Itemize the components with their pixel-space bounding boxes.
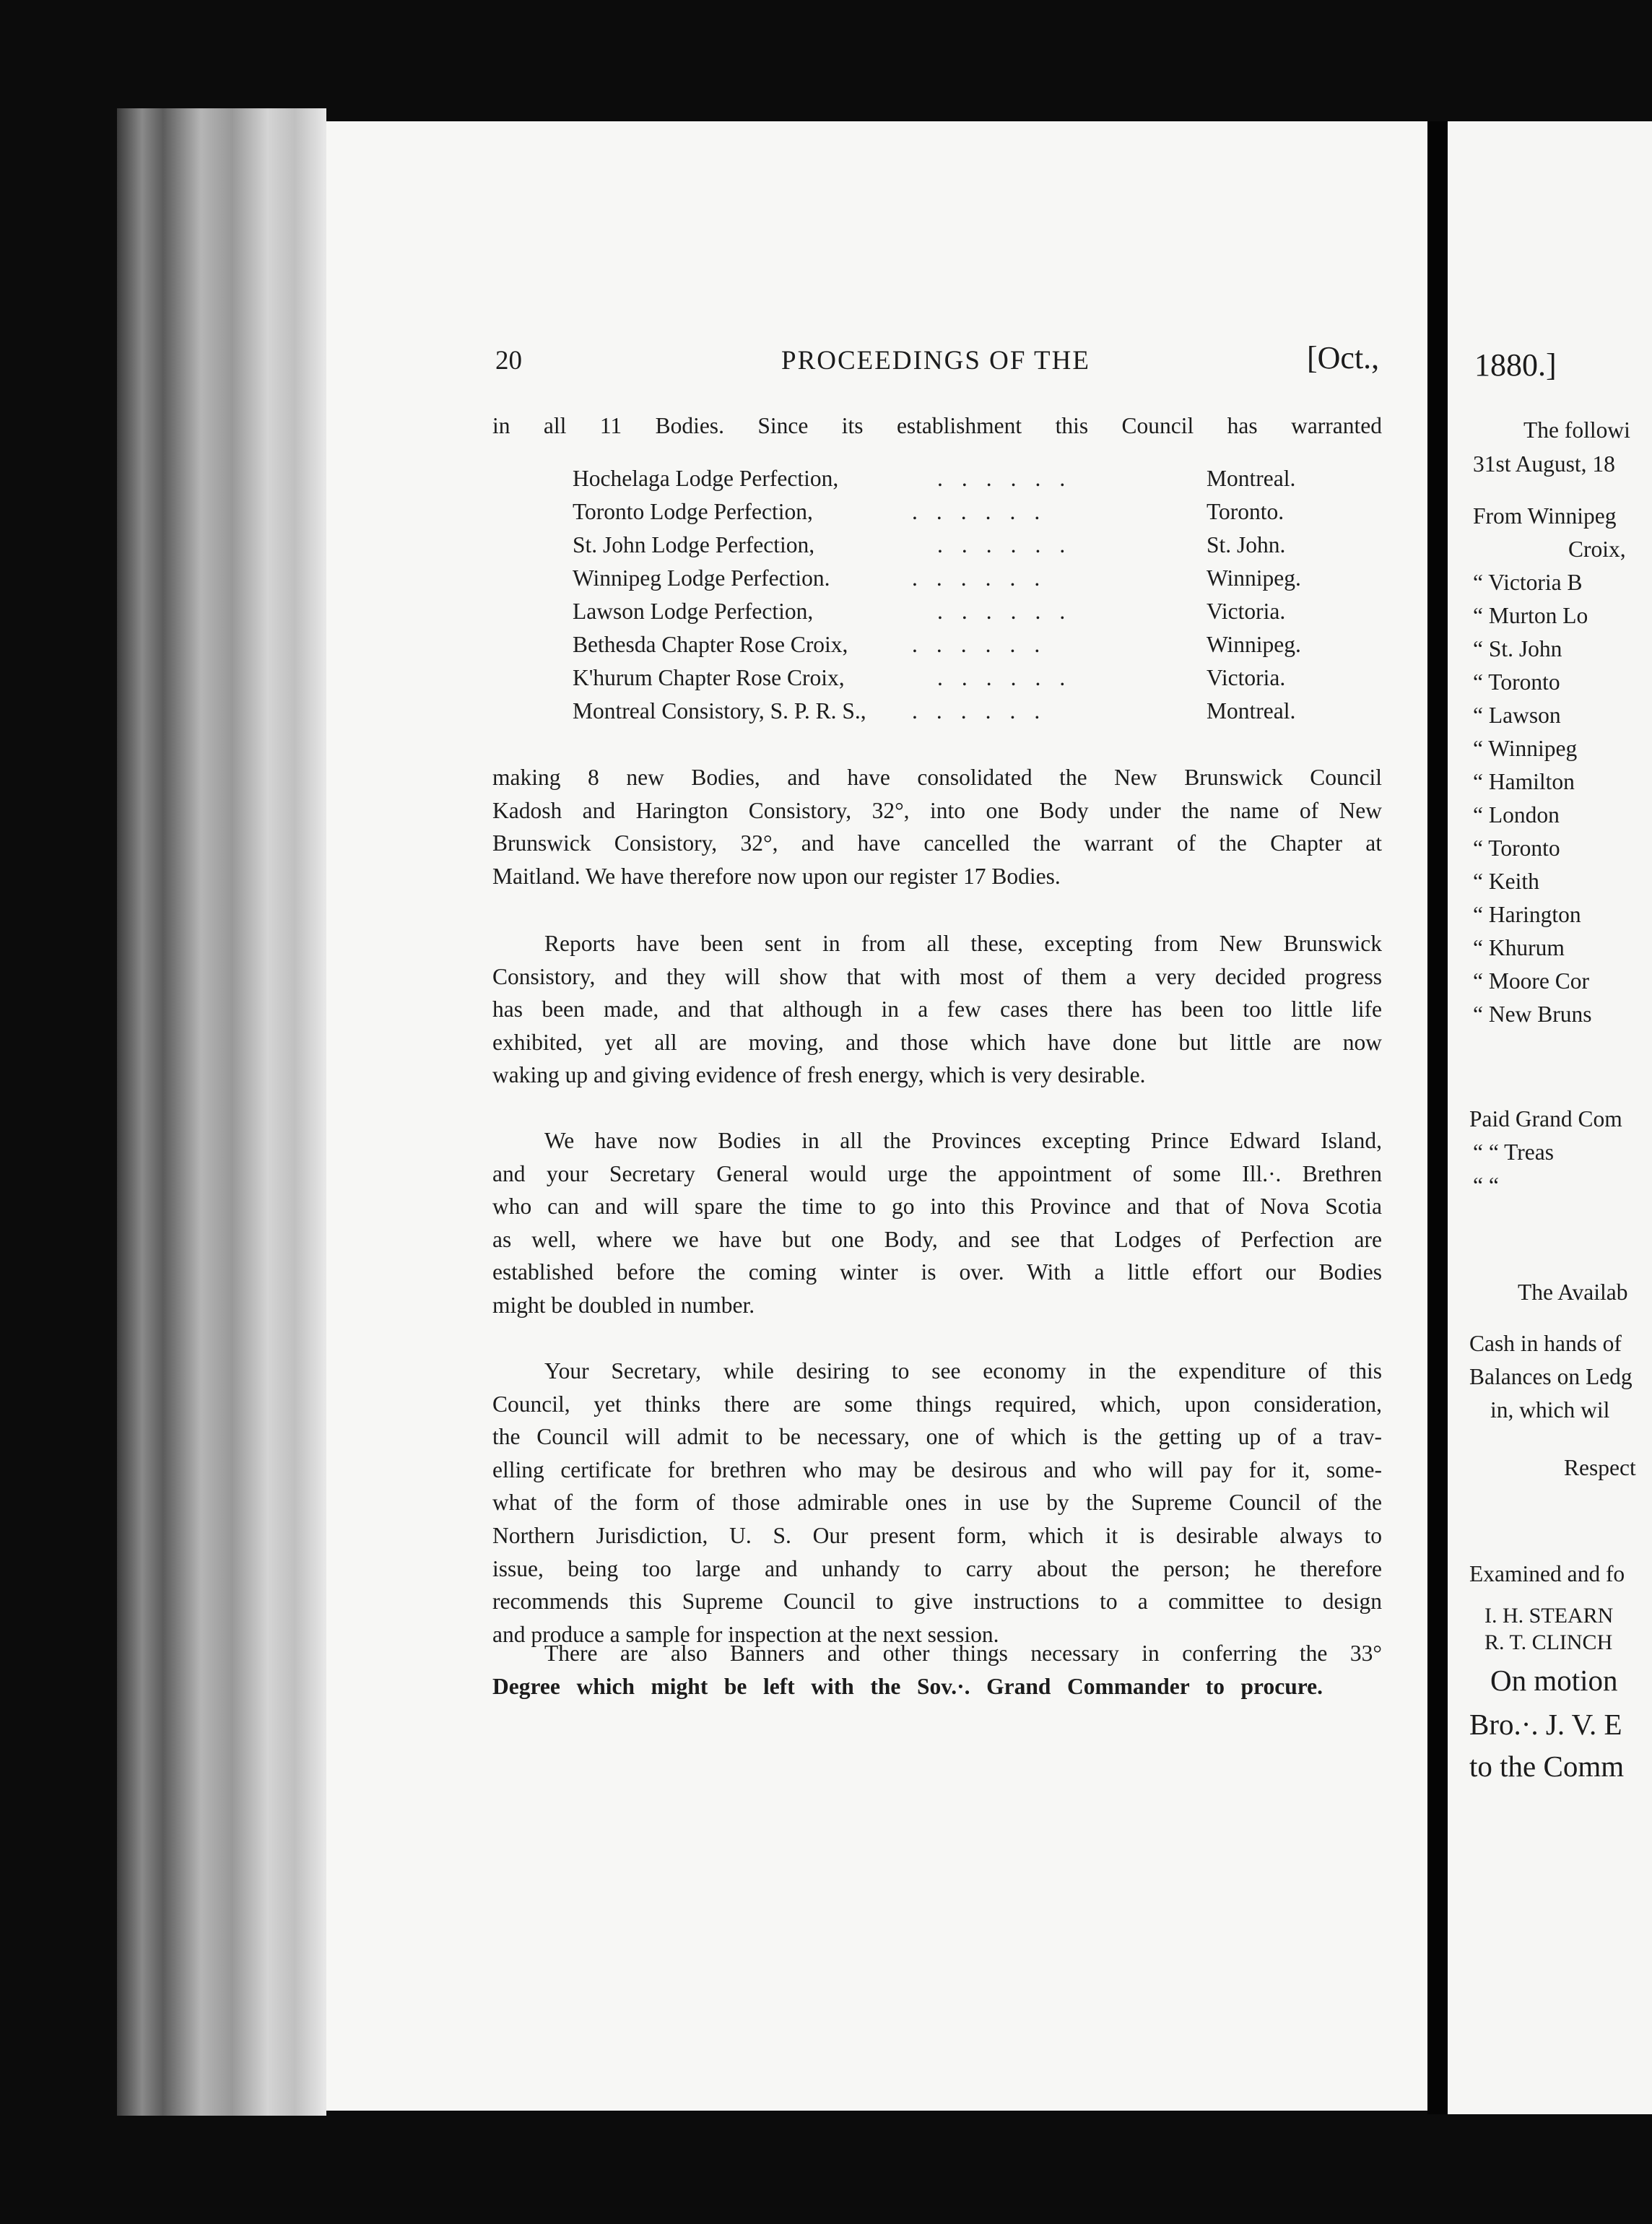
right-page-line: “ London — [1473, 802, 1560, 828]
right-page-line: On motion — [1490, 1664, 1618, 1697]
body-line: Brunswick Consistory, 32°, and have cancelled the warrant of the Chapter at — [492, 830, 1382, 856]
leader-dots: ...... — [937, 665, 1084, 690]
warrant-name: Bethesda Chapter Rose Croix, — [573, 632, 848, 657]
body-line: Northern Jurisdiction, U. S. Our present form, which it is desirable always to — [492, 1523, 1382, 1548]
warrant-city: Winnipeg. — [1207, 565, 1301, 591]
warrant-name: Toronto Lodge Perfection, — [573, 499, 813, 524]
right-page-line: Croix, — [1568, 537, 1626, 562]
body-line: has been made, and that although in a few cases there has been too little life — [492, 996, 1382, 1022]
right-page-line: Bro.·. J. V. E — [1469, 1708, 1622, 1741]
body-line: elling certificate for brethren who may be desirous and who will pay for it, some- — [492, 1457, 1382, 1482]
right-page-line: From Winnipeg — [1473, 503, 1617, 529]
body-line: what of the form of those admirable ones in use by the Supreme Council of the — [492, 1490, 1382, 1515]
right-page-line: 31st August, 18 — [1473, 451, 1615, 477]
running-head: PROCEEDINGS OF THE — [781, 346, 1090, 375]
right-page-line: R. T. CLINCH — [1484, 1630, 1613, 1654]
right-page-line: “ Toronto — [1473, 669, 1560, 695]
right-page-line: “ “ — [1473, 1173, 1499, 1198]
warrant-name: K'hurum Chapter Rose Croix, — [573, 665, 845, 690]
book-gutter — [1427, 121, 1448, 2114]
body-line: Maitland. We have therefore now upon our register 17 Bodies. — [492, 864, 1061, 889]
body-line: waking up and giving evidence of fresh energy, which is very desirable. — [492, 1062, 1146, 1087]
right-page-line: Examined and fo — [1469, 1561, 1625, 1586]
leader-dots: ...... — [912, 632, 1059, 657]
right-page-line: “ Winnipeg — [1473, 736, 1578, 761]
warrant-row — [573, 599, 1323, 630]
body-line: making 8 new Bodies, and have consolidated the New Brunswick Council — [492, 765, 1382, 790]
right-page-line: “ Murton Lo — [1473, 603, 1588, 628]
warrant-city: Victoria. — [1207, 599, 1286, 624]
warrant-city: St. John. — [1207, 532, 1286, 557]
warrant-row — [573, 632, 1323, 664]
right-page-line: The Availab — [1518, 1280, 1628, 1305]
right-page-line: “ St. John — [1473, 636, 1562, 661]
right-page-line: in, which wil — [1490, 1397, 1610, 1422]
warrant-city: Winnipeg. — [1207, 632, 1301, 657]
body-line: issue, being too large and unhandy to carry about the person; he therefore — [492, 1556, 1382, 1581]
leader-dots: ...... — [912, 499, 1059, 524]
body-line: There are also Banners and other things necessary in conferring the 33° — [544, 1641, 1382, 1666]
warrant-name: Lawson Lodge Perfection, — [573, 599, 814, 624]
leader-dots: ...... — [937, 599, 1084, 624]
leader-dots: ...... — [912, 698, 1059, 724]
right-page-line: “ Toronto — [1473, 835, 1560, 861]
body-line: who can and will spare the time to go into this Province and that of Nova Scotia — [492, 1194, 1382, 1219]
right-page-line: Respect — [1564, 1455, 1636, 1480]
body-line: the Council will admit to be necessary, one of which is the getting up of a trav- — [492, 1424, 1382, 1449]
body-line: Council, yet thinks there are some things required, which, upon consideration, — [492, 1391, 1382, 1417]
warrant-city: Montreal. — [1207, 466, 1296, 491]
right-page-line: “ New Bruns — [1473, 1002, 1592, 1027]
right-page-line: “ Harington — [1473, 902, 1581, 927]
right-page-line: “ Keith — [1473, 869, 1539, 894]
body-line: as well, where we have but one Body, and see that Lodges of Perfection are — [492, 1227, 1382, 1252]
body-line: Kadosh and Harington Consistory, 32°, into one Body under the name of New — [492, 798, 1382, 823]
body-line: Degree which might be left with the Sov.·. Grand Commander to procure. — [492, 1674, 1323, 1699]
right-page-line: “ Moore Cor — [1473, 968, 1589, 994]
warrant-row — [573, 499, 1323, 531]
right-page-line: Cash in hands of — [1469, 1331, 1622, 1356]
right-header-date: 1880.] — [1474, 347, 1557, 383]
body-line: established before the coming winter is over. With a little effort our Bodies — [492, 1259, 1382, 1285]
warrant-row — [573, 565, 1323, 597]
warrant-city: Montreal. — [1207, 698, 1296, 724]
body-line: Your Secretary, while desiring to see economy in the expenditure of this — [544, 1358, 1382, 1384]
body-line: Reports have been sent in from all these, excepting from New Brunswick — [544, 931, 1382, 956]
page-number: 20 — [495, 346, 522, 375]
warrant-row — [573, 466, 1323, 498]
warrant-city: Victoria. — [1207, 665, 1286, 690]
body-line: might be doubled in number. — [492, 1293, 755, 1318]
body-line: recommends this Supreme Council to give instructions to a committee to design — [492, 1589, 1382, 1614]
body-line: We have now Bodies in all the Provinces excepting Prince Edward Island, — [544, 1128, 1382, 1153]
warrant-row — [573, 532, 1323, 564]
right-page-line: “ Victoria B — [1473, 570, 1583, 595]
right-page-line: Balances on Ledg — [1469, 1364, 1633, 1389]
leader-dots: ...... — [912, 565, 1059, 591]
right-page-line: I. H. STEARN — [1484, 1604, 1614, 1628]
warrant-city: Toronto. — [1207, 499, 1284, 524]
warrant-name: St. John Lodge Perfection, — [573, 532, 815, 557]
right-page-line: “ Khurum — [1473, 935, 1565, 960]
right-page-line: “ Lawson — [1473, 703, 1561, 728]
warrant-row — [573, 698, 1323, 730]
body-line: Consistory, and they will show that with most of them a very decided progress — [492, 964, 1382, 989]
book-page-edges — [117, 108, 326, 2116]
right-page-line: The followi — [1523, 417, 1630, 443]
right-page-line: Paid Grand Com — [1469, 1106, 1622, 1131]
warrant-name: Hochelaga Lodge Perfection, — [573, 466, 839, 491]
body-line: and produce a sample for inspection at the next session. — [492, 1622, 999, 1647]
body-line: and your Secretary General would urge the appointment of some Ill.·. Brethren — [492, 1161, 1382, 1186]
leader-dots: ...... — [937, 466, 1084, 491]
header-date: [Oct., — [1307, 340, 1380, 375]
leader-dots: ...... — [937, 532, 1084, 557]
intro-line: in all 11 Bodies. Since its establishment this Council has warranted — [492, 413, 1382, 438]
warrant-name: Winnipeg Lodge Perfection. — [573, 565, 830, 591]
warrant-row — [573, 665, 1323, 697]
body-line: exhibited, yet all are moving, and those which have done but little are now — [492, 1030, 1382, 1055]
right-page-line: “ “ Treas — [1473, 1139, 1554, 1165]
right-page-line: to the Comm — [1469, 1750, 1625, 1783]
warrant-name: Montreal Consistory, S. P. R. S., — [573, 698, 866, 724]
right-page-line: “ Hamilton — [1473, 769, 1575, 794]
